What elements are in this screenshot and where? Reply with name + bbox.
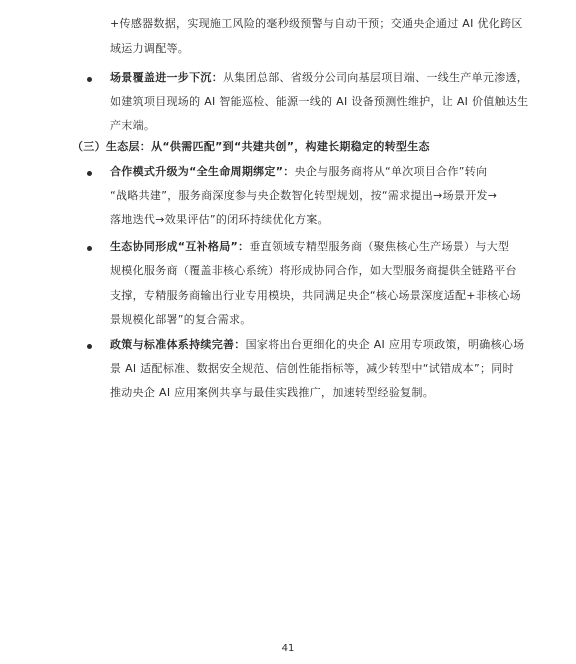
paragraph-line: “战略共建”，服务商深度参与央企数智化转型规划，按“需求提出→场景开发→ xyxy=(110,189,498,202)
section-title: 生态层：从“供需匹配”到“共建共创”，构建长期稳定的转型生态 xyxy=(105,140,430,153)
bullet-item-eco-line xyxy=(110,240,509,254)
bullet-icon xyxy=(87,171,92,176)
paragraph-line: 景 AI 适配标准、数据安全规范、信创性能指标等，减少转型中“试错成本”；同时 xyxy=(110,362,514,375)
bullet-icon xyxy=(87,246,92,251)
section-number: （三） xyxy=(72,140,106,153)
bullet-title: 生态协同形成“互补格局”： xyxy=(110,240,250,253)
paragraph-line: +传感器数据，实现施工风险的毫秒级预警与自动干预；交通央企通过 AI 优化跨区 xyxy=(110,17,523,30)
bullet-text: 央企与服务商将从“单次项目合作”转向 xyxy=(294,165,488,178)
section-heading xyxy=(72,140,430,154)
paragraph-line: 支撑，专精服务商输出行业专用模块，共同满足央企“核心场景深度适配+非核心场 xyxy=(110,289,522,302)
bullet-title: 政策与标准体系持续完善： xyxy=(110,338,246,351)
page-number: 41 xyxy=(281,643,295,654)
bullet-item-scene-line xyxy=(110,71,528,85)
bullet-item-policy-line xyxy=(110,338,524,352)
paragraph-line: 景规模化部署”的复合需求。 xyxy=(110,313,252,326)
bullet-text: 从集团总部、省级分公司向基层项目端、一线生产单元渗透， xyxy=(223,71,529,84)
paragraph-line: 产末端。 xyxy=(110,119,156,132)
paragraph-line: 推动央企 AI 应用案例共享与最佳实践推广，加速转型经验复制。 xyxy=(110,386,435,399)
bullet-icon xyxy=(87,344,92,349)
paragraph-line: 域运力调配等。 xyxy=(110,42,190,55)
paragraph-line: 如建筑项目现场的 AI 智能巡检、能源一线的 AI 设备预测性维护，让 AI 价值触达生 xyxy=(110,95,529,108)
bullet-icon xyxy=(87,77,92,82)
bullet-title: 场景覆盖进一步下沉： xyxy=(110,71,223,84)
bullet-item-coop-line xyxy=(110,165,487,179)
paragraph-line: 落地迭代→效果评估”的闭环持续优化方案。 xyxy=(110,213,329,226)
bullet-title: 合作模式升级为“全生命周期绑定”： xyxy=(110,165,295,178)
paragraph-line: 规模化服务商（覆盖非核心系统）将形成协同合作，如大型服务商提供全链路平台 xyxy=(110,264,517,277)
bullet-text: 垂直领域专精型服务商（聚焦核心生产场景）与大型 xyxy=(249,240,510,253)
bullet-text: 国家将出台更细化的央企 AI 应用专项政策，明确核心场 xyxy=(245,338,525,351)
